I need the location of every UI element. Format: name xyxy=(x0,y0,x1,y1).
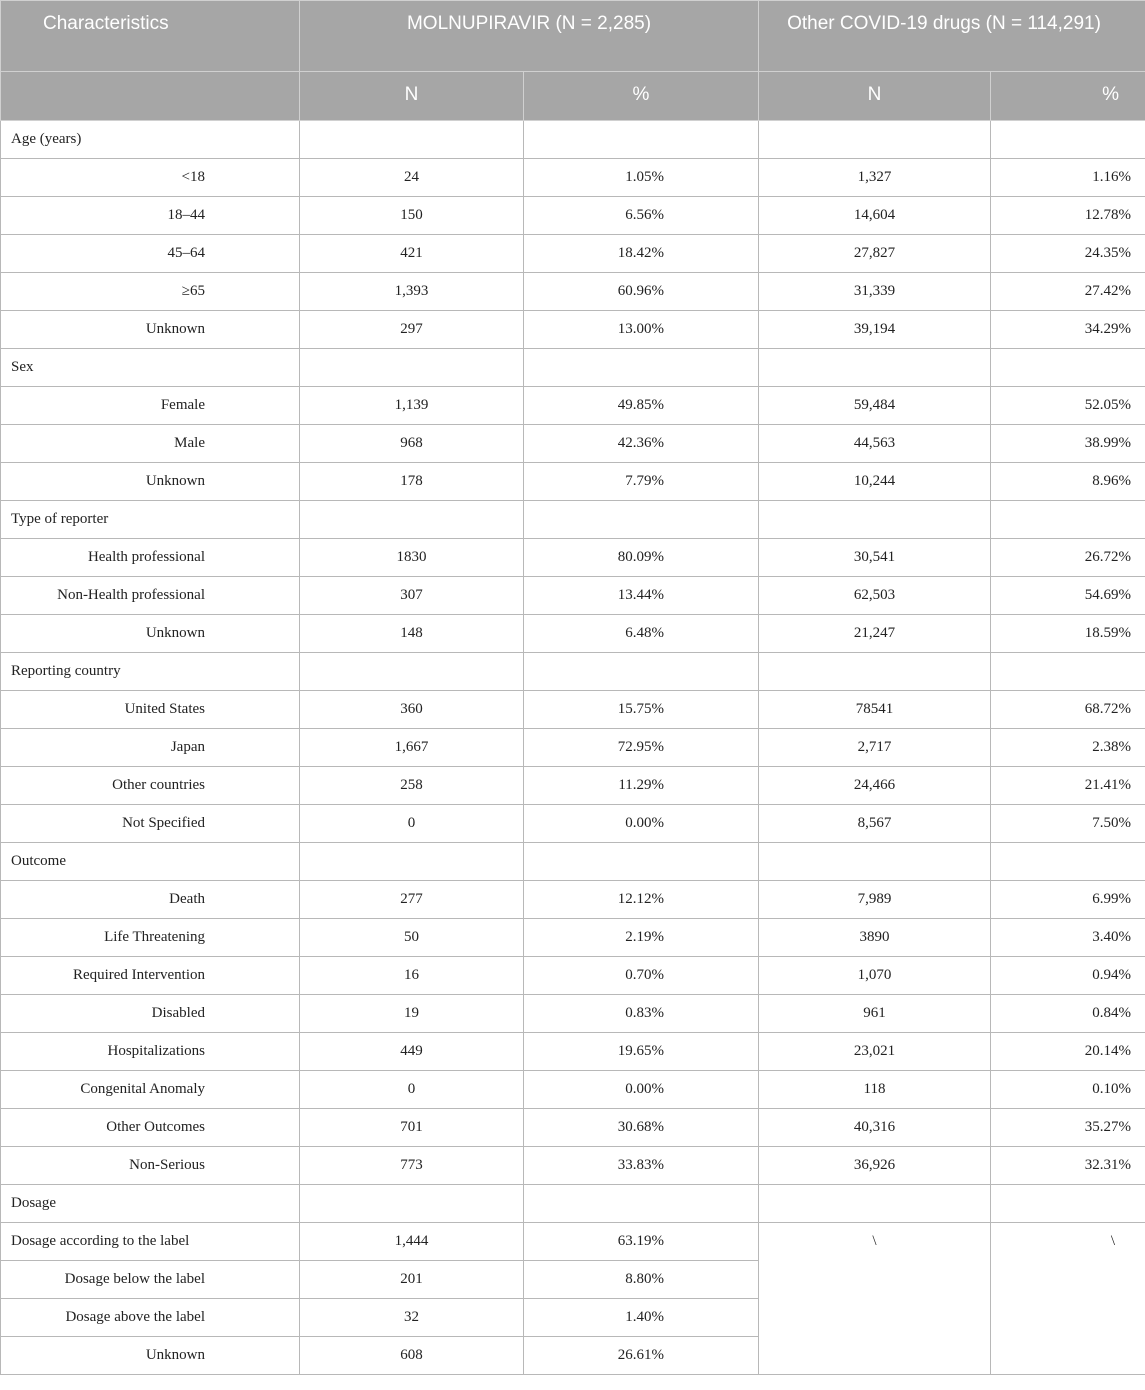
table-row xyxy=(1,805,1145,843)
section-row xyxy=(1,121,1145,159)
header-o-pct: % xyxy=(991,72,1145,121)
section-title: Reporting country xyxy=(1,653,300,691)
empty-cell xyxy=(524,501,759,539)
other-n: 31,339 xyxy=(759,273,991,311)
empty-cell xyxy=(759,349,991,387)
table-row xyxy=(1,691,1145,729)
row-label: Disabled xyxy=(1,995,300,1033)
molnupiravir-n: 307 xyxy=(300,577,524,615)
molnupiravir-n: 24 xyxy=(300,159,524,197)
table-row xyxy=(1,425,1145,463)
molnupiravir-pct: 80.09% xyxy=(524,539,759,577)
molnupiravir-pct: 72.95% xyxy=(524,729,759,767)
molnupiravir-pct: 19.65% xyxy=(524,1033,759,1071)
table-row xyxy=(1,1147,1145,1185)
molnupiravir-n: 360 xyxy=(300,691,524,729)
header-row-columns xyxy=(1,72,1145,121)
row-label: Not Specified xyxy=(1,805,300,843)
table-row xyxy=(1,197,1145,235)
molnupiravir-pct: 7.79% xyxy=(524,463,759,501)
table-row xyxy=(1,235,1145,273)
other-pct: 27.42% xyxy=(991,273,1145,311)
other-n: 118 xyxy=(759,1071,991,1109)
row-label: Other countries xyxy=(1,767,300,805)
molnupiravir-n: 449 xyxy=(300,1033,524,1071)
row-label: Dosage according to the label xyxy=(1,1223,300,1261)
molnupiravir-pct: 6.56% xyxy=(524,197,759,235)
row-label: Hospitalizations xyxy=(1,1033,300,1071)
table-row xyxy=(1,1223,1145,1261)
molnupiravir-n: 201 xyxy=(300,1261,524,1299)
row-label: Health professional xyxy=(1,539,300,577)
row-label: ≥65 xyxy=(1,273,300,311)
other-n: 27,827 xyxy=(759,235,991,273)
table-row xyxy=(1,615,1145,653)
other-pct: 52.05% xyxy=(991,387,1145,425)
empty-cell xyxy=(759,843,991,881)
other-pct: 12.78% xyxy=(991,197,1145,235)
table-row xyxy=(1,1071,1145,1109)
empty-cell xyxy=(524,121,759,159)
molnupiravir-pct: 12.12% xyxy=(524,881,759,919)
molnupiravir-n: 148 xyxy=(300,615,524,653)
other-n: 59,484 xyxy=(759,387,991,425)
molnupiravir-n: 150 xyxy=(300,197,524,235)
empty-cell xyxy=(759,1185,991,1223)
molnupiravir-pct: 15.75% xyxy=(524,691,759,729)
molnupiravir-pct: 30.68% xyxy=(524,1109,759,1147)
other-pct: 35.27% xyxy=(991,1109,1145,1147)
other-pct: 38.99% xyxy=(991,425,1145,463)
header-o-n: N xyxy=(759,72,991,121)
empty-cell xyxy=(759,501,991,539)
empty-cell xyxy=(759,121,991,159)
other-pct: 32.31% xyxy=(991,1147,1145,1185)
section-row xyxy=(1,1185,1145,1223)
section-title: Dosage xyxy=(1,1185,300,1223)
other-pct: 1.16% xyxy=(991,159,1145,197)
other-n: 21,247 xyxy=(759,615,991,653)
section-title: Outcome xyxy=(1,843,300,881)
other-n: 39,194 xyxy=(759,311,991,349)
empty-cell xyxy=(524,1185,759,1223)
other-pct: 24.35% xyxy=(991,235,1145,273)
molnupiravir-n: 1830 xyxy=(300,539,524,577)
molnupiravir-n: 421 xyxy=(300,235,524,273)
molnupiravir-n: 178 xyxy=(300,463,524,501)
molnupiravir-pct: 6.48% xyxy=(524,615,759,653)
row-label: Male xyxy=(1,425,300,463)
empty-cell xyxy=(991,843,1145,881)
table-row xyxy=(1,577,1145,615)
other-n: 23,021 xyxy=(759,1033,991,1071)
other-pct: 2.38% xyxy=(991,729,1145,767)
row-label: Dosage above the label xyxy=(1,1299,300,1337)
header-m-n: N xyxy=(300,72,524,121)
header-other-drugs: Other COVID-19 drugs (N = 114,291) xyxy=(759,1,1145,72)
table-row xyxy=(1,1033,1145,1071)
row-label: Congenital Anomaly xyxy=(1,1071,300,1109)
row-label: 45–64 xyxy=(1,235,300,273)
other-pct: 0.84% xyxy=(991,995,1145,1033)
header-characteristics: Characteristics xyxy=(1,1,300,72)
other-pct: 26.72% xyxy=(991,539,1145,577)
empty-cell xyxy=(524,349,759,387)
empty-cell xyxy=(991,349,1145,387)
row-label: Unknown xyxy=(1,311,300,349)
empty-cell xyxy=(991,501,1145,539)
molnupiravir-n: 258 xyxy=(300,767,524,805)
row-label: Life Threatening xyxy=(1,919,300,957)
other-n: 14,604 xyxy=(759,197,991,235)
section-row xyxy=(1,501,1145,539)
other-n: 30,541 xyxy=(759,539,991,577)
molnupiravir-n: 773 xyxy=(300,1147,524,1185)
row-label: United States xyxy=(1,691,300,729)
molnupiravir-pct: 1.05% xyxy=(524,159,759,197)
other-n: 3890 xyxy=(759,919,991,957)
other-pct: 34.29% xyxy=(991,311,1145,349)
section-title: Sex xyxy=(1,349,300,387)
other-pct: 7.50% xyxy=(991,805,1145,843)
other-pct-not-applicable: \ xyxy=(991,1223,1145,1375)
header-empty xyxy=(1,72,300,121)
row-label: Unknown xyxy=(1,1337,300,1375)
empty-cell xyxy=(300,501,524,539)
molnupiravir-n: 16 xyxy=(300,957,524,995)
other-pct: 0.94% xyxy=(991,957,1145,995)
row-label: Female xyxy=(1,387,300,425)
empty-cell xyxy=(991,653,1145,691)
header-row-groups xyxy=(1,1,1145,72)
molnupiravir-pct: 1.40% xyxy=(524,1299,759,1337)
molnupiravir-pct: 18.42% xyxy=(524,235,759,273)
section-row xyxy=(1,843,1145,881)
row-label: Dosage below the label xyxy=(1,1261,300,1299)
molnupiravir-pct: 60.96% xyxy=(524,273,759,311)
molnupiravir-n: 1,444 xyxy=(300,1223,524,1261)
molnupiravir-pct: 63.19% xyxy=(524,1223,759,1261)
table-row xyxy=(1,539,1145,577)
section-row xyxy=(1,349,1145,387)
other-pct: 3.40% xyxy=(991,919,1145,957)
table-row xyxy=(1,995,1145,1033)
row-label: Non-Health professional xyxy=(1,577,300,615)
other-pct: 8.96% xyxy=(991,463,1145,501)
other-pct: 18.59% xyxy=(991,615,1145,653)
empty-cell xyxy=(524,653,759,691)
row-label: Unknown xyxy=(1,615,300,653)
table-row xyxy=(1,273,1145,311)
molnupiravir-n: 32 xyxy=(300,1299,524,1337)
other-n: 40,316 xyxy=(759,1109,991,1147)
empty-cell xyxy=(300,349,524,387)
table-row xyxy=(1,881,1145,919)
molnupiravir-n: 277 xyxy=(300,881,524,919)
other-n: 78541 xyxy=(759,691,991,729)
row-label: Required Intervention xyxy=(1,957,300,995)
other-pct: 68.72% xyxy=(991,691,1145,729)
other-n: 1,070 xyxy=(759,957,991,995)
empty-cell xyxy=(991,1185,1145,1223)
row-label: 18–44 xyxy=(1,197,300,235)
table-row xyxy=(1,1109,1145,1147)
other-n: 62,503 xyxy=(759,577,991,615)
row-label: Japan xyxy=(1,729,300,767)
empty-cell xyxy=(759,653,991,691)
other-n: 36,926 xyxy=(759,1147,991,1185)
molnupiravir-pct: 11.29% xyxy=(524,767,759,805)
table-row xyxy=(1,729,1145,767)
table-row xyxy=(1,159,1145,197)
header-m-pct: % xyxy=(524,72,759,121)
table-row xyxy=(1,767,1145,805)
molnupiravir-n: 608 xyxy=(300,1337,524,1375)
header-molnupiravir: MOLNUPIRAVIR (N = 2,285) xyxy=(300,1,759,72)
molnupiravir-pct: 33.83% xyxy=(524,1147,759,1185)
section-row xyxy=(1,653,1145,691)
other-n: 2,717 xyxy=(759,729,991,767)
molnupiravir-n: 1,393 xyxy=(300,273,524,311)
molnupiravir-pct: 0.00% xyxy=(524,805,759,843)
row-label: <18 xyxy=(1,159,300,197)
molnupiravir-n: 0 xyxy=(300,1071,524,1109)
molnupiravir-n: 968 xyxy=(300,425,524,463)
molnupiravir-pct: 26.61% xyxy=(524,1337,759,1375)
other-n: 7,989 xyxy=(759,881,991,919)
section-title: Age (years) xyxy=(1,121,300,159)
table-row xyxy=(1,387,1145,425)
empty-cell xyxy=(300,653,524,691)
other-n: 1,327 xyxy=(759,159,991,197)
molnupiravir-pct: 13.44% xyxy=(524,577,759,615)
other-n: 10,244 xyxy=(759,463,991,501)
molnupiravir-pct: 8.80% xyxy=(524,1261,759,1299)
empty-cell xyxy=(300,121,524,159)
table-body xyxy=(1,121,1145,1375)
molnupiravir-n: 1,667 xyxy=(300,729,524,767)
molnupiravir-n: 701 xyxy=(300,1109,524,1147)
row-label: Death xyxy=(1,881,300,919)
other-n: 8,567 xyxy=(759,805,991,843)
row-label: Non-Serious xyxy=(1,1147,300,1185)
molnupiravir-pct: 13.00% xyxy=(524,311,759,349)
molnupiravir-pct: 42.36% xyxy=(524,425,759,463)
molnupiravir-n: 50 xyxy=(300,919,524,957)
table-row xyxy=(1,311,1145,349)
other-pct: 0.10% xyxy=(991,1071,1145,1109)
other-pct: 54.69% xyxy=(991,577,1145,615)
empty-cell xyxy=(300,843,524,881)
molnupiravir-n: 19 xyxy=(300,995,524,1033)
other-n: 44,563 xyxy=(759,425,991,463)
other-pct: 6.99% xyxy=(991,881,1145,919)
empty-cell xyxy=(991,121,1145,159)
molnupiravir-pct: 0.70% xyxy=(524,957,759,995)
other-n: 24,466 xyxy=(759,767,991,805)
other-n: 961 xyxy=(759,995,991,1033)
molnupiravir-n: 0 xyxy=(300,805,524,843)
table-row xyxy=(1,919,1145,957)
table-row xyxy=(1,463,1145,501)
empty-cell xyxy=(300,1185,524,1223)
molnupiravir-pct: 49.85% xyxy=(524,387,759,425)
molnupiravir-n: 1,139 xyxy=(300,387,524,425)
table-row xyxy=(1,957,1145,995)
empty-cell xyxy=(524,843,759,881)
molnupiravir-n: 297 xyxy=(300,311,524,349)
row-label: Unknown xyxy=(1,463,300,501)
section-title: Type of reporter xyxy=(1,501,300,539)
other-pct: 21.41% xyxy=(991,767,1145,805)
molnupiravir-pct: 0.00% xyxy=(524,1071,759,1109)
molnupiravir-pct: 2.19% xyxy=(524,919,759,957)
other-n-not-applicable: \ xyxy=(759,1223,991,1375)
molnupiravir-pct: 0.83% xyxy=(524,995,759,1033)
other-pct: 20.14% xyxy=(991,1033,1145,1071)
row-label: Other Outcomes xyxy=(1,1109,300,1147)
